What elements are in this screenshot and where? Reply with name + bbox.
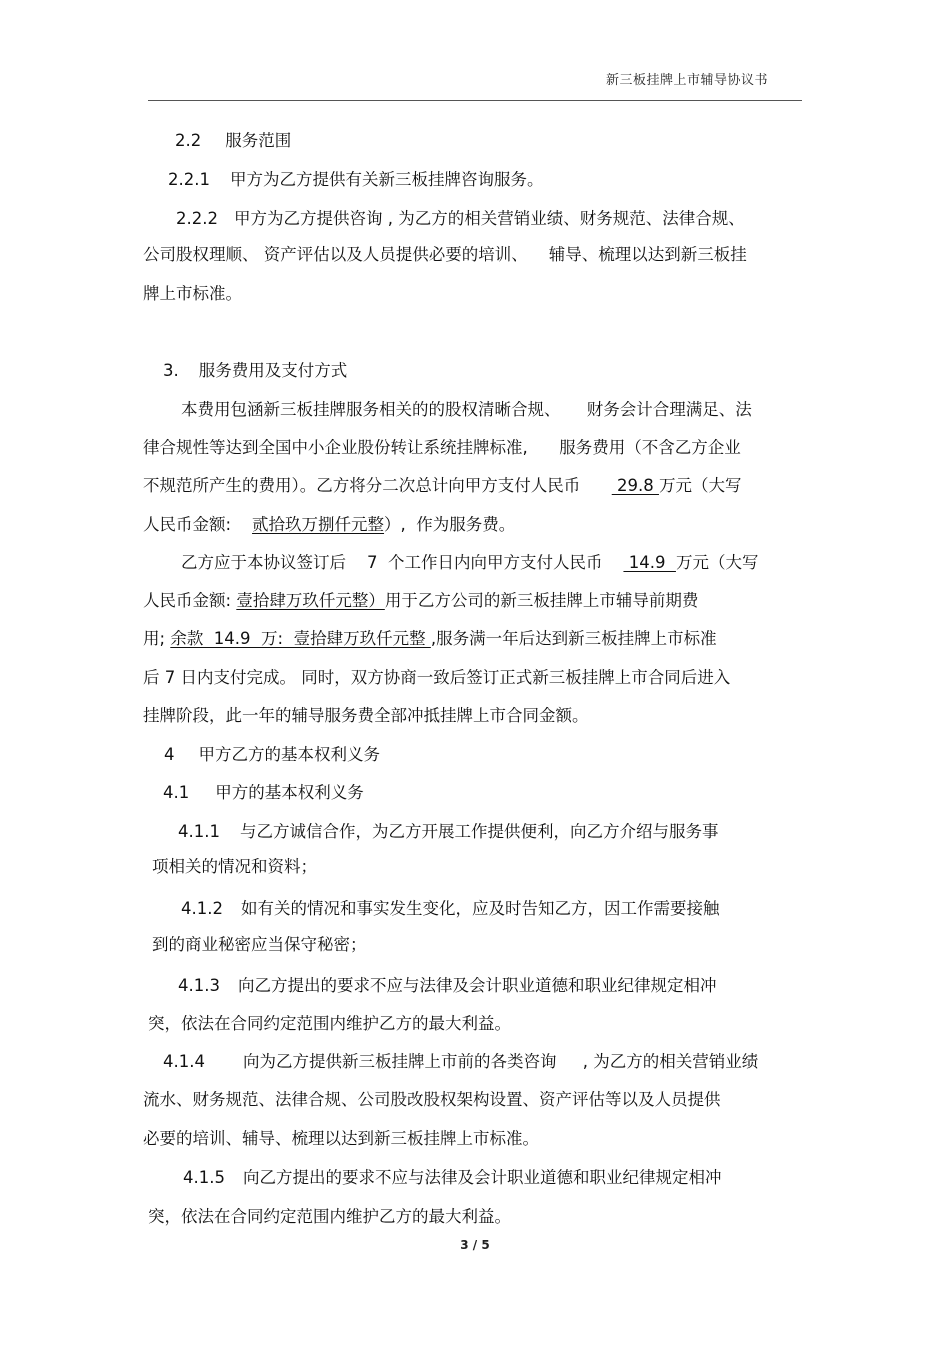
section-number: 4.1 [163, 783, 190, 802]
clause-2-2-2-line-1 [176, 209, 745, 229]
clause-text: 甲方为乙方提供有关新三板挂牌咨询服务。 [229, 170, 544, 189]
clause-4-1-4-line-2: 流水、财务规范、法律合规、公司股改股权架构设置、资产评估等以及人员提供 [143, 1090, 721, 1109]
clause-number: 2.2.2 [176, 209, 218, 228]
page-number: 3 / 5 [460, 1238, 490, 1252]
clause-4-1-5-line-1: 4.1.5 向乙方提出的要求不应与法律及会计职业道德和职业纪律规定相冲 [183, 1168, 722, 1187]
total-amount-words: 贰拾玖万捌仟元整 [252, 515, 385, 534]
section-title: 服务费用及支付方式 [198, 361, 348, 380]
section-title: 甲方的基本权利义务 [215, 783, 364, 802]
section-2-2-heading [175, 131, 291, 151]
clause-text: 甲方为乙方提供咨询 , 为乙方的相关营销业绩、财务规范、法律合规、 [233, 209, 745, 228]
clause-number: 4.1.3 [178, 976, 220, 995]
section-title: 甲方乙方的基本权利义务 [198, 745, 380, 764]
clause-4-1-1-line-1: 4.1.1 与乙方诚信合作，为乙方开展工作提供便利，向乙方介绍与服务事 [178, 822, 719, 841]
fee-paragraph-line-4: 人民币金额: 贰拾玖万捌仟元整）, 作为服务费。 [143, 515, 516, 534]
first-payment-amount: 14.9 [623, 553, 676, 572]
clause-2-2-2-line-3: 牌上市标准。 [143, 284, 242, 303]
clause-number: 4.1.5 [183, 1168, 225, 1187]
section-4-1-heading [163, 783, 364, 803]
clause-4-1-2-line-2: 到的商业秘密应当保守秘密； [152, 935, 367, 954]
header-title: 新三板挂牌上市辅导协议书 [606, 73, 769, 88]
clause-4-1-3-line-1: 4.1.3 向乙方提出的要求不应与法律及会计职业道德和职业纪律规定相冲 [178, 976, 717, 995]
payment-paragraph-line-1: 乙方应于本协议签订后 7 个工作日内向甲方支付人民币 14.9 万元（大写 [181, 553, 759, 572]
section-number: 4 [164, 745, 175, 764]
clause-number: 2.2.1 [168, 170, 210, 189]
total-amount: 29.8 [611, 476, 659, 495]
header-divider [148, 100, 802, 101]
fee-paragraph-line-2: 律合规性等达到全国中小企业股份转让系统挂牌标准, 服务费用（不含乙方企业 [143, 438, 741, 457]
clause-4-1-1-line-2: 项相关的情况和资料； [152, 857, 317, 876]
section-number: 2.2 [175, 131, 202, 150]
section-title: 服务范围 [225, 131, 292, 150]
clause-number: 4.1.4 [163, 1052, 205, 1071]
clause-number: 4.1.1 [178, 822, 220, 841]
fee-paragraph-line-3: 不规范所产生的费用）。乙方将分二次总计向甲方支付人民币 29.8 万元（大写 [143, 476, 742, 495]
clause-4-1-3-line-2: 突，依法在合同约定范围内维护乙方的最大利益。 [148, 1014, 511, 1033]
clause-2-2-2-line-2: 公司股权理顺、 资产评估以及人员提供必要的培训、 辅导、梳理以达到新三板挂 [143, 245, 747, 264]
payment-paragraph-line-4: 后 7 日内支付完成。 同时，双方协商一致后签订正式新三板挂牌上市合同后进入 [143, 668, 731, 687]
section-4-heading [164, 745, 380, 765]
payment-paragraph-line-5: 挂牌阶段，此一年的辅导服务费全部冲抵挂牌上市合同金额。 [143, 706, 589, 725]
first-payment-words: 壹拾肆万玖仟元整） [236, 591, 385, 610]
clause-4-1-4-line-1: 4.1.4 向为乙方提供新三板挂牌上市前的各类咨询 , 为乙方的相关营销业绩 [163, 1052, 759, 1071]
clause-4-1-5-line-2: 突，依法在合同约定范围内维护乙方的最大利益。 [148, 1207, 511, 1226]
section-number: 3. [163, 361, 179, 380]
payment-paragraph-line-2: 人民币金额: 壹拾肆万玖仟元整）用于乙方公司的新三板挂牌上市辅导前期费 [143, 591, 699, 610]
clause-4-1-2-line-1: 4.1.2 如有关的情况和事实发生变化，应及时告知乙方，因工作需要接触 [181, 899, 720, 918]
remaining-payment: 余款 14.9 万: 壹拾肆万玖仟元整 [170, 629, 431, 648]
clause-4-1-4-line-3: 必要的培训、辅导、梳理以达到新三板挂牌上市标准。 [143, 1129, 539, 1148]
payment-paragraph-line-3: 用; 余款 14.9 万: 壹拾肆万玖仟元整 ,服务满一年后达到新三板挂牌上市标准 [143, 629, 717, 648]
clause-2-2-1 [168, 170, 543, 190]
fee-paragraph-line-1: 本费用包涵新三板挂牌服务相关的的股权清晰合规、 财务会计合理满足、法 [181, 400, 752, 419]
section-3-heading [163, 361, 347, 381]
clause-number: 4.1.2 [181, 899, 223, 918]
